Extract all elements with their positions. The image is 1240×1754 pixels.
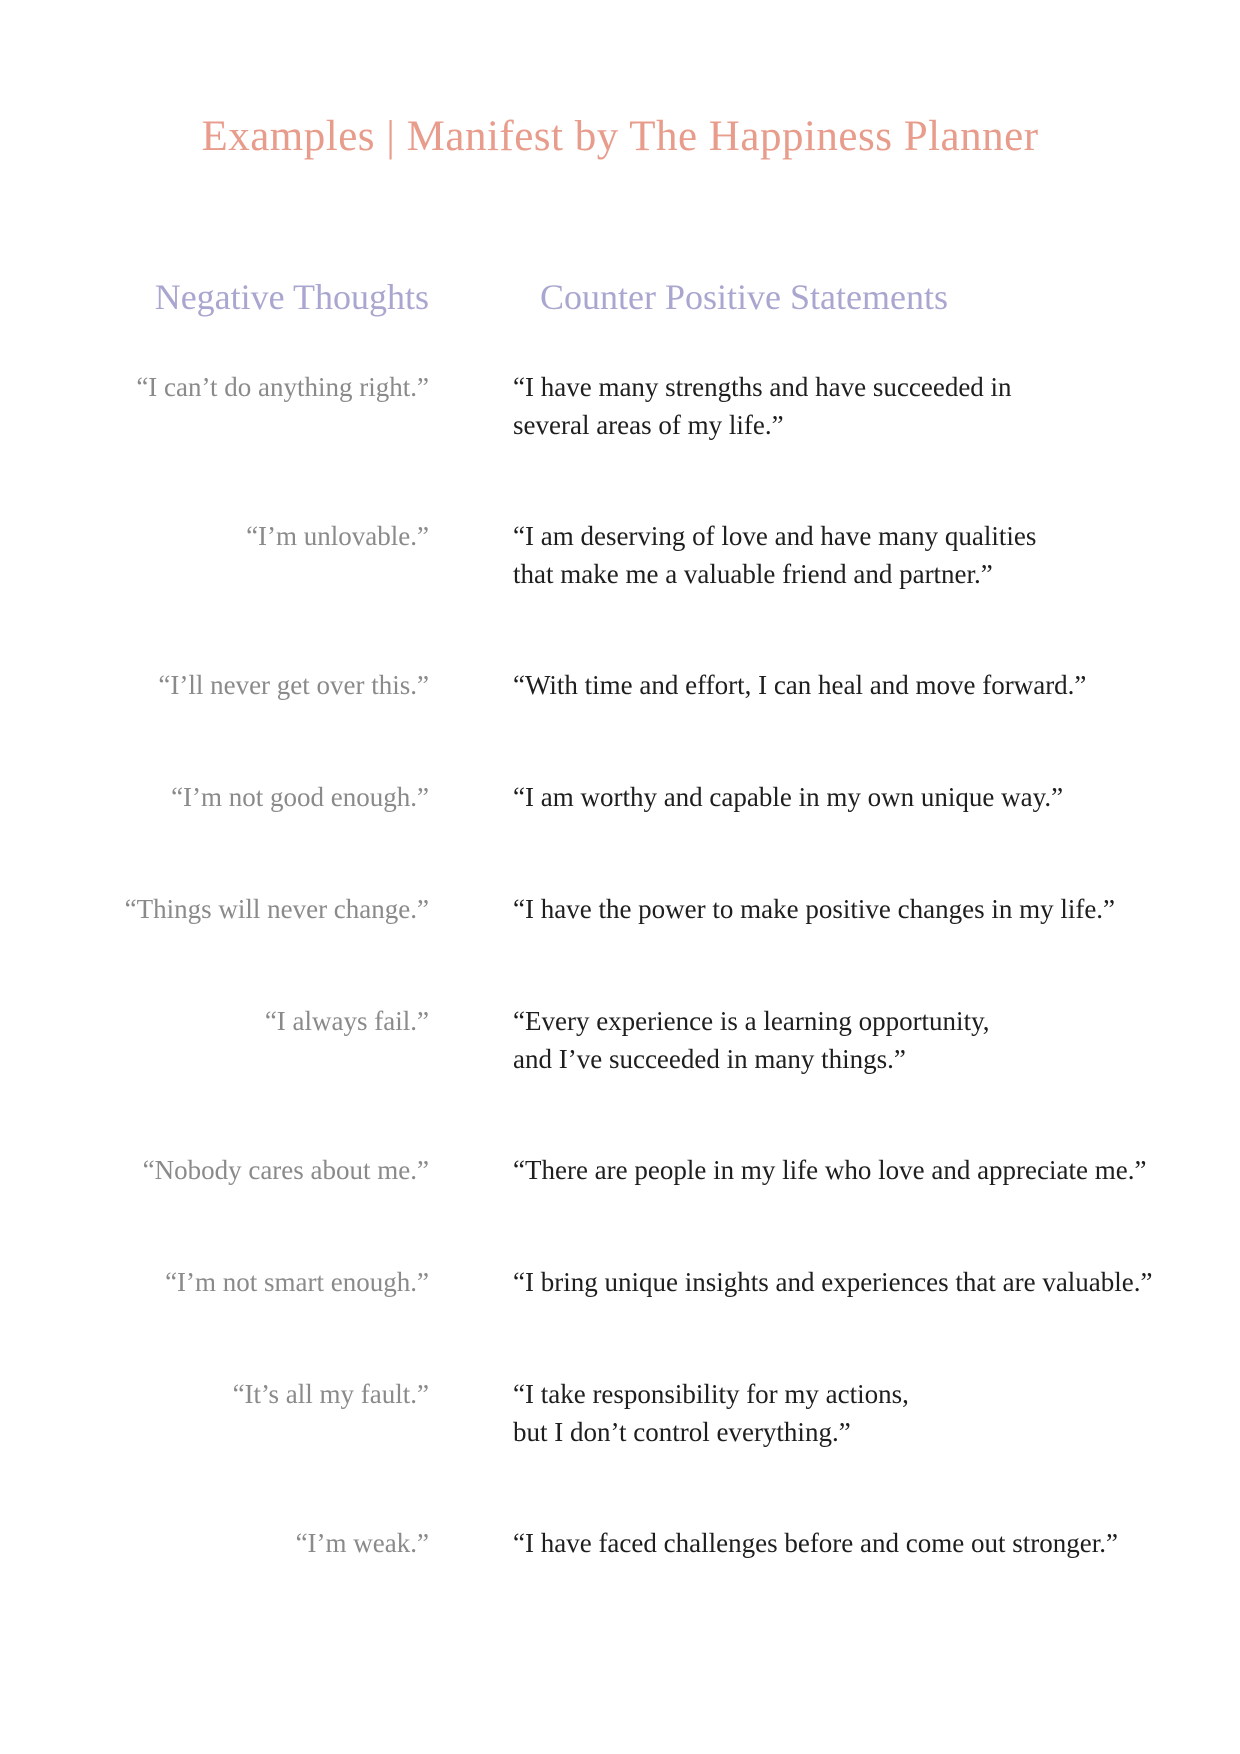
positive-statement-line: “I am deserving of love and have many qualities bbox=[513, 521, 1037, 551]
negative-thought: “I’m unlovable.” bbox=[246, 521, 429, 551]
positive-statement-line: “I have many strengths and have succeeded in bbox=[513, 372, 1012, 402]
positive-statement bbox=[513, 1524, 1193, 1562]
positive-statement-line: “There are people in my life who love and appreciate me.” bbox=[513, 1155, 1147, 1185]
negative-thought: “Things will never change.” bbox=[124, 894, 429, 924]
positive-statement-line: “I bring unique insights and experiences that are valuable.” bbox=[513, 1267, 1153, 1297]
positive-statement-line: “I have faced challenges before and come out stronger.” bbox=[513, 1528, 1118, 1558]
positive-statement-line: and I’ve succeeded in many things.” bbox=[513, 1044, 906, 1074]
positive-statement bbox=[513, 1263, 1193, 1301]
negative-thought: “I’m not good enough.” bbox=[171, 782, 429, 812]
positive-statement-line: “I have the power to make positive changes in my life.” bbox=[513, 894, 1116, 924]
positive-statement-line: “With time and effort, I can heal and move forward.” bbox=[513, 670, 1087, 700]
negative-thought: “It’s all my fault.” bbox=[232, 1379, 429, 1409]
positive-statement bbox=[513, 1151, 1193, 1189]
positive-statement bbox=[513, 666, 1193, 704]
positive-statement bbox=[513, 890, 1193, 928]
positive-statement-line: “I take responsibility for my actions, bbox=[513, 1379, 909, 1409]
negative-thought: “I can’t do anything right.” bbox=[136, 372, 429, 402]
negative-thought: “Nobody cares about me.” bbox=[142, 1155, 429, 1185]
positive-statement bbox=[513, 517, 1193, 593]
negative-thoughts-header: Negative Thoughts bbox=[154, 277, 429, 317]
positive-statement-line: several areas of my life.” bbox=[513, 410, 784, 440]
positive-statements-header: Counter Positive Statements bbox=[540, 277, 948, 317]
negative-thought: “I’m weak.” bbox=[295, 1528, 429, 1558]
negative-thought: “I’ll never get over this.” bbox=[158, 670, 429, 700]
positive-statement bbox=[513, 1375, 1193, 1451]
negative-thought: “I always fail.” bbox=[264, 1006, 429, 1036]
positive-statement-line: that make me a valuable friend and partner.” bbox=[513, 559, 993, 589]
positive-statement-line: but I don’t control everything.” bbox=[513, 1417, 851, 1447]
positive-statement bbox=[513, 368, 1193, 444]
page-title: Examples | Manifest by The Happiness Planner bbox=[201, 113, 1039, 160]
positive-statement-line: “I am worthy and capable in my own unique way.” bbox=[513, 782, 1064, 812]
positive-statement bbox=[513, 778, 1193, 816]
positive-statement bbox=[513, 1002, 1193, 1078]
positive-statement-line: “Every experience is a learning opportunity, bbox=[513, 1006, 990, 1036]
negative-thought: “I’m not smart enough.” bbox=[165, 1267, 429, 1297]
